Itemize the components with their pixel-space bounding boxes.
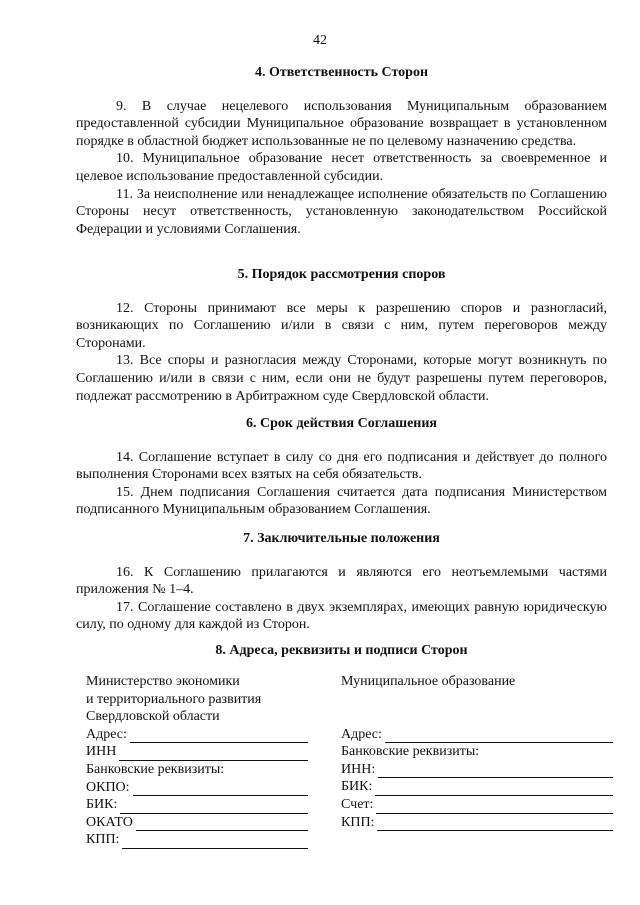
section-disputes [76, 266, 607, 405]
paragraph-12: 12. Стороны принимают все меры к разрешению споров и разногласий, возникающих по Соглашению и/или в связи с ним, путем переговоров между Сторонами. [76, 300, 607, 351]
paragraph-14: 14. Соглашение вступает в силу со дня его подписания и действует до полного выполнения Сторонами всех взятых на себя обязательств. [76, 449, 607, 483]
left-okpo-label: ОКПО: [86, 779, 130, 795]
section-heading: 4. Ответственность Сторон [254, 65, 429, 80]
left-party-name-line: Министерство экономики [86, 674, 240, 689]
paragraph-13: 13. Все споры и разногласия между Сторонами, которые могут возникнуть по Соглашению и/или в связи с ним, если они не будут разрешены путем переговоров, подлежат рассмотрению в Арбитражном суде Свердловской области. [76, 353, 607, 404]
left-bik-label: БИК: [86, 797, 118, 813]
left-inn-row [86, 743, 308, 761]
left-address-row [86, 726, 308, 744]
section-heading: 8. Адреса, реквизиты и подписи Сторон [215, 643, 468, 658]
right-party-block [341, 673, 613, 831]
left-address-label: Адрес: [86, 726, 127, 742]
right-bik-row [341, 778, 613, 796]
paragraph-17: 17. Соглашение составлено в двух экземплярах, имеющих равную юридическую силу, по одному для каждой из Сторон. [76, 599, 607, 633]
right-inn-row [341, 761, 613, 779]
left-okato-row [86, 814, 308, 832]
page-number: 42 [313, 33, 327, 48]
paragraph-11: 11. За неисполнение или ненадлежащее исполнение обязательств по Соглашению Стороны несут ответственность, установленную законодательством Российской Федерации и условиями Соглашения. [76, 186, 607, 237]
left-bik-row [86, 796, 308, 814]
left-kpp-label: КПП: [86, 832, 120, 848]
section-heading: 7. Заключительные положения [243, 531, 440, 546]
left-party-block [86, 673, 308, 849]
left-bank-label: Банковские реквизиты: [86, 761, 225, 777]
right-account-row [341, 796, 613, 814]
right-account-label: Счет: [341, 796, 374, 812]
section-heading: 5. Порядок рассмотрения споров [237, 267, 446, 282]
left-party-name-line: Свердловской области [86, 709, 220, 725]
left-okato-label: ОКАТО [86, 814, 133, 830]
left-address-line[interactable] [130, 729, 308, 743]
right-bik-line[interactable] [375, 782, 613, 796]
right-bank-label: Банковские реквизиты: [341, 744, 480, 760]
right-address-line[interactable] [385, 729, 613, 743]
section-responsibility [76, 64, 607, 238]
paragraph-9: 9. В случае нецелевого использования Муниципальным образованием предоставленной субсидии Муниципальное образование возвращает в установленном порядке в областной бюджет использованные не по целевому назначению средства. [76, 98, 607, 149]
right-account-line[interactable] [376, 800, 613, 814]
right-address-label: Адрес: [341, 726, 382, 742]
right-inn-label: ИНН: [341, 761, 376, 777]
left-inn-label: ИНН [86, 744, 117, 760]
right-address-row [341, 726, 613, 744]
right-kpp-line[interactable] [377, 817, 613, 831]
right-kpp-label: КПП: [341, 814, 375, 830]
left-bik-line[interactable] [120, 800, 308, 814]
right-kpp-row [341, 814, 613, 832]
section-term [76, 415, 607, 519]
left-okpo-line[interactable] [133, 782, 308, 796]
left-okato-line[interactable] [136, 817, 308, 831]
left-kpp-line[interactable] [122, 835, 308, 849]
left-okpo-row [86, 779, 308, 797]
right-bik-label: БИК: [341, 779, 373, 795]
paragraph-15: 15. Днем подписания Соглашения считается дата подписания Министерством подписанного Муниципальным образованием Соглашения. [76, 484, 607, 518]
left-inn-line[interactable] [119, 747, 308, 761]
right-inn-line[interactable] [378, 764, 613, 778]
left-kpp-row [86, 831, 308, 849]
paragraph-10: 10. Муниципальное образование несет ответственность за своевременное и целевое использование предоставленной субсидии. [76, 151, 607, 184]
left-party-name-line: и территориального развития [86, 691, 262, 707]
paragraph-16: 16. К Соглашению прилагаются и являются его неотъемлемыми частями приложения № 1–4. [76, 564, 607, 598]
section-final [76, 530, 607, 634]
section-addresses [76, 642, 607, 660]
section-heading: 6. Срок действия Соглашения [246, 416, 437, 431]
right-party-name: Муниципальное образование [341, 674, 516, 689]
